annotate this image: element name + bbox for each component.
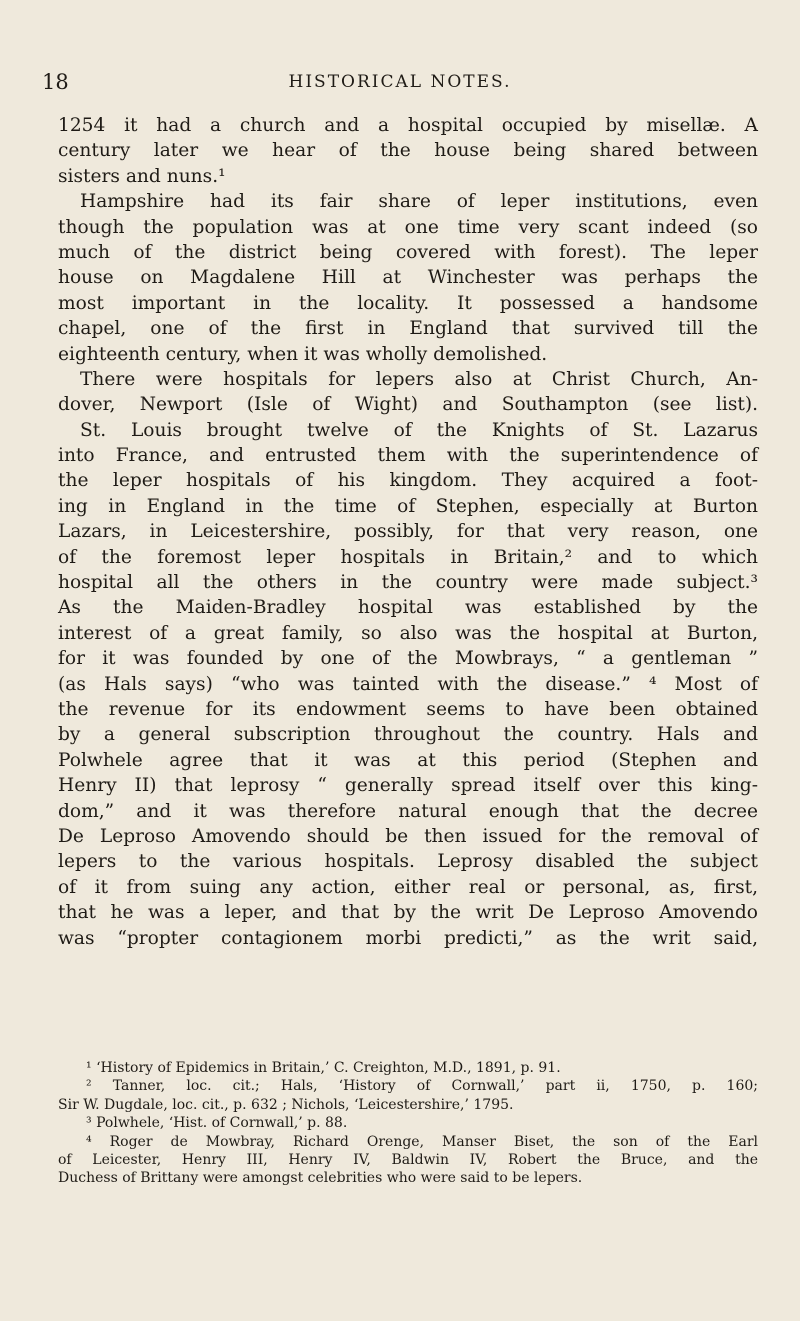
body-line: much of the district being covered with forest). The leper [58, 241, 758, 263]
body-text [58, 113, 758, 951]
body-line: though the population was at one time very scant indeed (so [58, 216, 758, 238]
body-line: house on Magdalene Hill at Winchester was perhaps the [58, 267, 758, 289]
body-line: ing in England in the time of Stephen, especially at Burton [58, 495, 758, 517]
running-title: HISTORICAL NOTES. [288, 72, 512, 92]
body-line: There were hospitals for lepers also at Christ Church, An- [80, 368, 758, 390]
footnote: ¹ ‘History of Epidemics in Britain,’ C. Creighton, M.D., 1891, p. 91. [86, 1060, 561, 1076]
body-line: De Leproso Amovendo should be then issued for the removal of [58, 825, 758, 847]
footnote: ² Tanner, loc. cit.; Hals, ‘History of Cornwall,’ part ii, 1750, p. 160; [86, 1078, 758, 1095]
body-line: for it was founded by one of the Mowbrays, “ a gentleman ” [58, 648, 758, 670]
body-line: was “propter contagionem morbi predicti,” as the writ said, [58, 927, 758, 949]
body-line: most important in the locality. It possessed a handsome [58, 292, 758, 314]
body-line: of the foremost leper hospitals in Britain,² and to which [58, 546, 758, 568]
body-line: eighteenth century, when it was wholly demolished. [58, 343, 548, 365]
footnote: ³ Polwhele, ‘Hist. of Cornwall,’ p. 88. [86, 1115, 348, 1132]
body-line: Henry II) that leprosy “ generally spread itself over this king- [58, 775, 758, 797]
footnote: Duchess of Brittany were amongst celebrities who were said to be lepers. [58, 1170, 583, 1187]
body-line: 1254 it had a church and a hospital occupied by misellæ. A [58, 115, 758, 136]
body-line: into France, and entrusted them with the superintendence of [58, 445, 758, 467]
body-line: by a general subscription throughout the country. Hals and [58, 724, 758, 746]
body-line: dover, Newport (Isle of Wight) and Southampton (see list). [58, 394, 758, 416]
footnotes [58, 1059, 758, 1188]
body-line: Lazars, in Leicestershire, possibly, for that very reason, one [58, 521, 758, 543]
body-line: century later we hear of the house being shared between [58, 140, 758, 162]
body-line: the revenue for its endowment seems to have been obtained [58, 698, 758, 720]
body-line: chapel, one of the first in England that survived till the [58, 318, 758, 340]
body-line: of it from suing any action, either real or personal, as, first, [58, 876, 758, 898]
footnote: of Leicester, Henry III, Henry IV, Baldwin IV, Robert the Bruce, and the [58, 1152, 758, 1169]
body-line: the leper hospitals of his kingdom. They acquired a foot- [58, 470, 758, 492]
body-line: (as Hals says) “who was tainted with the disease.” ⁴ Most of [58, 673, 758, 695]
body-line: Hampshire had its fair share of leper institutions, even [80, 191, 758, 213]
body-line: hospital all the others in the country were made subject.³ [58, 572, 758, 594]
body-line: As the Maiden-Bradley hospital was established by the [58, 597, 758, 619]
footnote: Sir W. Dugdale, loc. cit., p. 632 ; Nichols, ‘Leicestershire,’ 1795. [58, 1096, 514, 1113]
page-header [0, 70, 800, 100]
body-line: interest of a great family, so also was the hospital at Burton, [58, 622, 758, 644]
body-line: lepers to the various hospitals. Leprosy disabled the subject [58, 851, 758, 873]
body-line: sisters and nuns.¹ [58, 165, 226, 187]
body-line: that he was a leper, and that by the writ De Leproso Amovendo [58, 902, 758, 924]
body-line: dom,” and it was therefore natural enough that the decree [58, 800, 758, 822]
body-line: St. Louis brought twelve of the Knights of St. Lazarus [80, 419, 758, 441]
footnote: ⁴ Roger de Mowbray, Richard Orenge, Manser Biset, the son of the Earl [86, 1133, 758, 1150]
body-line: Polwhele agree that it was at this period (Stephen and [58, 749, 758, 771]
page-number: 18 [42, 70, 69, 94]
